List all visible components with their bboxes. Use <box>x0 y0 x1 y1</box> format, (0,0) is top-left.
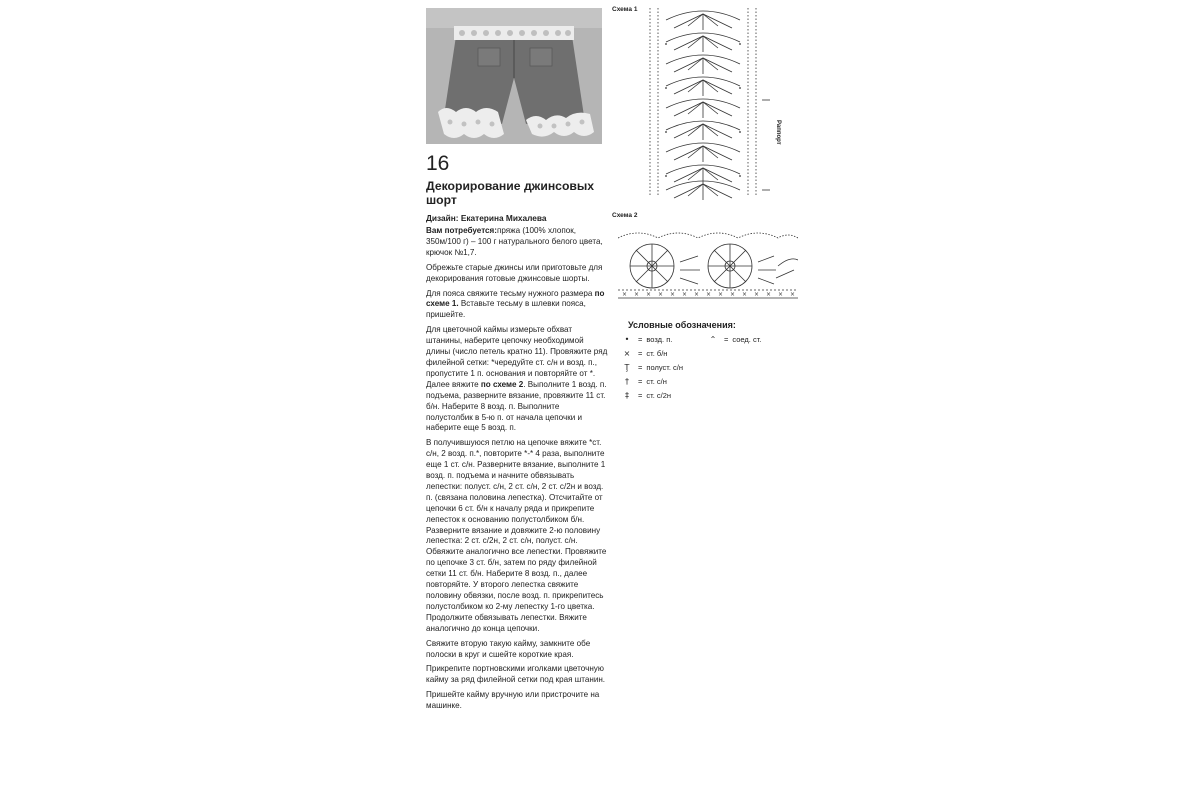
legend-item-text: соед. ст. <box>732 335 762 344</box>
paragraph-5: Свяжите вторую такую кайму, замкните обе полоски в круг и сшейте короткие края. <box>426 638 591 659</box>
article-column <box>426 152 608 716</box>
paragraph-3 <box>426 325 608 434</box>
legend-item-sc: × = ст. б/н <box>620 349 667 358</box>
p3-scheme-ref: по схеме 2 <box>480 379 524 389</box>
raport-label: Раппорт <box>775 120 781 145</box>
treble-crochet-icon: ‡ <box>625 391 629 400</box>
legend-item-tr: ‡ = ст. с/2н <box>620 391 671 400</box>
article-title: Декорирование джинсовых шорт <box>426 179 595 207</box>
shorts-illustration <box>426 8 602 144</box>
p2-text-a: Для пояса свяжите тесьму нужного размера <box>426 288 595 298</box>
scheme-2-diagram <box>618 226 798 308</box>
scheme-1-label: Схема 1 <box>612 6 638 13</box>
legend-item-hdc: Ţ = полуст. с/н <box>620 363 683 372</box>
svg-text:×: × <box>718 291 724 298</box>
svg-text:×: × <box>634 291 640 298</box>
materials-text: пряжа (100% хлопок, 350м/100 г) – 100 г натурального белого цвета, крючок №1,7. <box>426 226 603 257</box>
svg-text:×: × <box>742 291 748 298</box>
legend-item-text: полуст. с/н <box>646 363 683 372</box>
chain-stitch-icon: • <box>624 335 630 344</box>
legend-item-chain: • = возд. п. <box>620 335 672 344</box>
svg-text:×: × <box>658 291 664 298</box>
author-label: Дизайн: <box>426 213 459 223</box>
legend-title: Условные обозначения: <box>628 320 736 330</box>
paragraph-4: В получившуюся петлю на цепочке вяжите *ст. с/н, 2 возд. п.*, повторите *-* 4 раза, выполните еще 1 ст. с/н. Разверните вязание, выполните 1 возд. п. подъема и начните обвязывать лепестки: полуст. с/н, 2 ст. с/н, 2 ст. с/2н и возд. п. (связана половина лепестка). Отсчитайте от цепочки 6 ст. б/н к началу ряда и прикрепите лепесток к основанию полустолбиком б/н. Разверните вязание и довяжите 2-ю половину лепестка: 2 ст. с/2н, 2 ст. с/н, полуст. с/н. Обвяжите аналогично все лепестки. Провяжите по цепочке 3 ст. б/н, затем по ряду филейной сетки 11 ст. б/н. Наберите 8 возд. п., далее повторяйте. У второго лепестка свяжите половину обвязки, после возд. п. прикрепитесь полустолбиком ко 2-му лепестку 1-го цветка. Продолжите обвязывать лепестки. Вяжите аналогично до конца цепочки. <box>426 438 607 633</box>
author-name: Екатерина Михалева <box>460 213 547 223</box>
svg-text:×: × <box>622 291 628 298</box>
single-crochet-icon: × <box>623 349 631 358</box>
p3-text-a: Для цветочной каймы измерьте обхват штанины, наберите цепочку необходимой длины (число петель кратно 11). Провяжите ряд филейной сетки: *чередуйте ст. с/н и возд. п., пропустите 1 п. основания и повторяйте от *. Далее вяжите <box>426 325 608 389</box>
scheme-1-diagram <box>644 4 772 200</box>
raport-marker <box>772 120 782 160</box>
slip-stitch-icon: ⌃ <box>709 335 717 344</box>
p3-text-c: . Выполните 1 возд. п. подъема, разверните вязание, провяжите 11 ст. б/н. Наберите 8 возд. п. Выполните полустолбик в 5-ю п. от начала цепочки и наберите еще 5 возд. п. <box>426 379 607 433</box>
svg-text:×: × <box>694 291 700 298</box>
materials <box>426 226 608 259</box>
p2-scheme-ref: по схеме 1. <box>426 288 605 309</box>
paragraph-7: Пришейте кайму вручную или пристрочите на машинке. <box>426 690 600 711</box>
paragraph-2 <box>426 289 608 322</box>
half-double-crochet-icon: Ţ <box>624 363 630 372</box>
svg-text:×: × <box>766 291 772 298</box>
author-line <box>426 213 608 224</box>
svg-text:×: × <box>790 291 796 298</box>
svg-text:×: × <box>754 291 760 298</box>
legend-item-text: возд. п. <box>646 335 673 344</box>
svg-text:×: × <box>670 291 676 298</box>
materials-label: Вам потребуется: <box>426 226 497 235</box>
shorts-photo <box>426 8 602 144</box>
legend-item-text: ст. б/н <box>646 349 668 358</box>
p2-text-c: Вставьте тесьму в шлевки пояса, пришейте. <box>426 299 586 320</box>
legend-item-text: ст. с/н <box>646 377 667 386</box>
legend-item-slip: ⌃ = соед. ст. <box>706 335 761 344</box>
article-number: 16 <box>426 152 450 175</box>
double-crochet-icon: † <box>625 377 629 386</box>
legend-item-text: ст. с/2н <box>646 391 672 400</box>
svg-text:×: × <box>682 291 688 298</box>
legend-item-dc: † = ст. с/н <box>620 377 667 386</box>
paragraph-6: Прикрепите портновскими иголками цветочную кайму за ряд филейной сетки под края штанин. <box>426 664 606 685</box>
svg-text:×: × <box>778 291 784 298</box>
paragraph-1: Обрежьте старые джинсы или приготовьте для декорирования готовые джинсовые шорты. <box>426 262 603 283</box>
svg-text:×: × <box>706 291 712 298</box>
scheme-2-label: Схема 2 <box>612 212 638 219</box>
svg-text:×: × <box>730 291 736 298</box>
svg-text:×: × <box>646 291 652 298</box>
